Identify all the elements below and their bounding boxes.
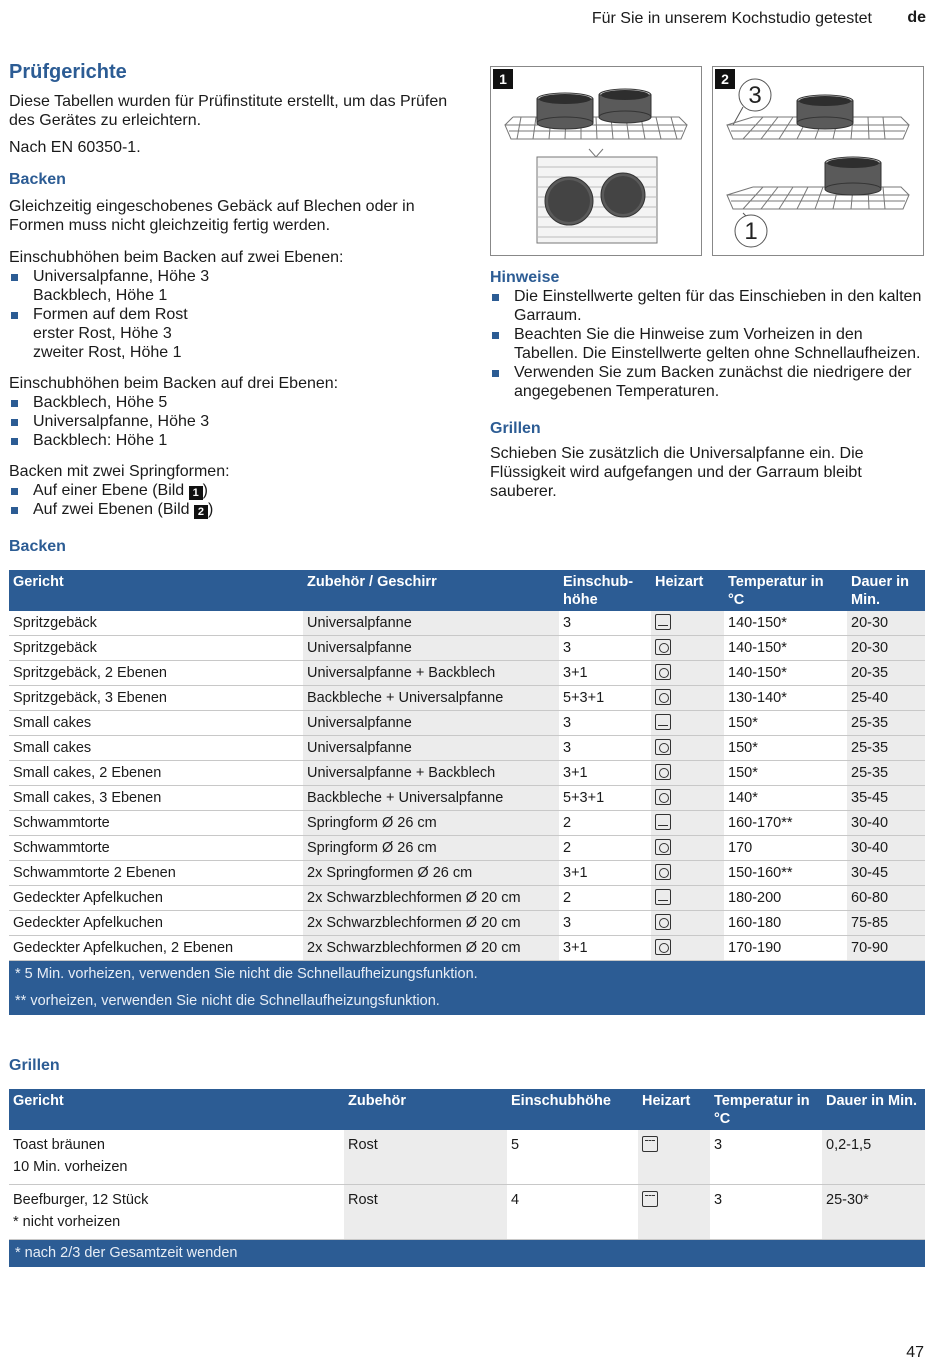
- cell-heizart: [651, 711, 724, 736]
- top-bottom-heat-icon: [655, 614, 671, 630]
- hinweise-list: [490, 287, 926, 401]
- column-header: Gericht: [9, 1089, 344, 1130]
- convection-fan-icon: [655, 914, 671, 930]
- cell-heizart: [651, 661, 724, 686]
- column-header: Heizart: [638, 1089, 710, 1130]
- cell-heizart: [651, 761, 724, 786]
- cell-einschubhoehe: 3: [559, 711, 651, 736]
- cell-einschubhoehe: 3+1: [559, 936, 651, 961]
- column-header: Gericht: [9, 570, 303, 611]
- table-row: [9, 711, 925, 736]
- table-footnote-row: [9, 961, 925, 988]
- figure-one-level: [490, 66, 702, 256]
- list-item: [9, 481, 469, 500]
- backen-table: [9, 570, 925, 1015]
- cell-dauer: 25-30*: [822, 1185, 925, 1240]
- page-header: [0, 8, 950, 32]
- list-item-text: ): [207, 501, 214, 518]
- table-row: [9, 886, 925, 911]
- cell-dauer: 0,2-1,5: [822, 1130, 925, 1185]
- springform-list: [9, 481, 469, 519]
- list-item: [9, 500, 469, 519]
- table-row: [9, 1130, 925, 1185]
- column-header: Einschub- höhe: [559, 570, 651, 611]
- cell-zubehoer: Backbleche + Universalpfanne: [303, 686, 559, 711]
- footnote: ** vorheizen, verwenden Sie nicht die Schnellaufheizungsfunktion.: [9, 988, 925, 1015]
- cell-gericht: Small cakes, 3 Ebenen: [9, 786, 303, 811]
- cell-einschubhoehe: 2: [559, 836, 651, 861]
- column-header: Dauer in Min.: [822, 1089, 925, 1130]
- cell-gericht: Spritzgebäck: [9, 611, 303, 636]
- cell-temperatur: 3: [710, 1130, 822, 1185]
- table-row: [9, 786, 925, 811]
- figure-number: 1: [493, 69, 513, 89]
- list-item-text: ): [202, 482, 208, 499]
- section-title-pruefgerichte: Prüfgerichte: [9, 61, 127, 83]
- cell-temperatur: 170-190: [724, 936, 847, 961]
- cell-temperatur: 170: [724, 836, 847, 861]
- list-item-line: Universalpfanne, Höhe 3: [33, 268, 210, 285]
- list-item: Verwenden Sie zum Backen zunächst die niedrigere der angegebenen Temperaturen.: [490, 363, 926, 401]
- column-header: Temperatur in °C: [710, 1089, 822, 1130]
- list-item: Die Einstellwerte gelten für das Einschieben in den kalten Garraum.: [490, 287, 926, 325]
- cell-heizart: [651, 861, 724, 886]
- cell-temperatur: 130-140*: [724, 686, 847, 711]
- cell-zubehoer: Springform Ø 26 cm: [303, 811, 559, 836]
- list-item-text: Auf zwei Ebenen (Bild: [33, 501, 194, 518]
- cell-zubehoer: Universalpfanne: [303, 736, 559, 761]
- cell-zubehoer: 2x Schwarzblechformen Ø 20 cm: [303, 886, 559, 911]
- table-row: [9, 686, 925, 711]
- cell-zubehoer: Universalpfanne: [303, 711, 559, 736]
- convection-fan-icon: [655, 664, 671, 680]
- cell-dauer: 20-30: [847, 611, 925, 636]
- two-levels-list: [9, 267, 469, 362]
- list-item: [9, 305, 469, 362]
- cell-zubehoer: 2x Springformen Ø 26 cm: [303, 861, 559, 886]
- cell-dauer: 60-80: [847, 886, 925, 911]
- cell-gericht: Schwammtorte 2 Ebenen: [9, 861, 303, 886]
- cell-einschubhoehe: 3: [559, 911, 651, 936]
- cell-gericht: Schwammtorte: [9, 811, 303, 836]
- grillen-paragraph: Schieben Sie zusätzlich die Universalpfanne ein. Die Flüssigkeit wird aufgefangen und der Garraum bleibt sauberer.: [490, 445, 864, 500]
- cell-temperatur: 150*: [724, 736, 847, 761]
- figure-two-levels: [712, 66, 924, 256]
- column-header: Temperatur in °C: [724, 570, 847, 611]
- table-row: [9, 811, 925, 836]
- convection-fan-icon: [655, 789, 671, 805]
- cell-temperatur: 180-200: [724, 886, 847, 911]
- cell-dauer: 75-85: [847, 911, 925, 936]
- list-item: Beachten Sie die Hinweise zum Vorheizen in den Tabellen. Die Einstellwerte gelten ohne Schnellaufheizen.: [490, 325, 926, 363]
- list-item: Backblech: Höhe 1: [9, 431, 469, 450]
- table-row: [9, 836, 925, 861]
- column-header: Heizart: [651, 570, 724, 611]
- convection-fan-icon: [655, 839, 671, 855]
- cell-gericht: Small cakes: [9, 736, 303, 761]
- cell-dauer: 25-40: [847, 686, 925, 711]
- dish-note: * nicht vorheizen: [13, 1214, 121, 1230]
- cell-einschubhoehe: 5+3+1: [559, 686, 651, 711]
- cell-temperatur: 160-170**: [724, 811, 847, 836]
- cell-heizart: [651, 836, 724, 861]
- cell-einschubhoehe: 2: [559, 811, 651, 836]
- table-row: [9, 611, 925, 636]
- convection-fan-icon: [655, 864, 671, 880]
- cell-zubehoer: 2x Schwarzblechformen Ø 20 cm: [303, 936, 559, 961]
- cell-gericht: Gedeckter Apfelkuchen: [9, 886, 303, 911]
- list-item-line: Formen auf dem Rost: [33, 306, 188, 323]
- cell-einschubhoehe: 3+1: [559, 661, 651, 686]
- convection-fan-icon: [655, 764, 671, 780]
- table-row: [9, 761, 925, 786]
- column-header: Einschubhöhe: [507, 1089, 638, 1130]
- cell-einschubhoehe: 3: [559, 636, 651, 661]
- cell-einschubhoehe: 5+3+1: [559, 786, 651, 811]
- subsection-title-hinweise: Hinweise: [490, 269, 560, 286]
- intro-paragraph: Diese Tabellen wurden für Prüfinstitute erstellt, um das Prüfen des Gerätes zu erleichtern.: [9, 93, 448, 129]
- cell-dauer: 70-90: [847, 936, 925, 961]
- list-item: Backblech, Höhe 5: [9, 393, 469, 412]
- left-column: [9, 60, 469, 531]
- grill-icon: [642, 1191, 658, 1207]
- table-footnote-row: [9, 988, 925, 1015]
- grillen-table: [9, 1089, 925, 1267]
- three-levels-list: [9, 393, 469, 450]
- cell-heizart: [651, 811, 724, 836]
- top-bottom-heat-icon: [655, 889, 671, 905]
- cell-gericht: Spritzgebäck: [9, 636, 303, 661]
- cell-heizart: [651, 611, 724, 636]
- cell-gericht: [9, 1130, 344, 1185]
- table-footnote-row: [9, 1240, 925, 1267]
- column-header: Dauer in Min.: [847, 570, 925, 611]
- list-item-line: erster Rost, Höhe 3: [33, 325, 172, 342]
- table-header-row: [9, 1089, 925, 1130]
- cell-zubehoer: Rost: [344, 1130, 507, 1185]
- cell-zubehoer: Rost: [344, 1185, 507, 1240]
- standard-note: Nach EN 60350-1.: [9, 139, 141, 156]
- figure-badge-2: 2: [194, 505, 208, 519]
- table-row: [9, 861, 925, 886]
- cell-dauer: 25-35: [847, 761, 925, 786]
- convection-fan-icon: [655, 739, 671, 755]
- cell-zubehoer: Universalpfanne: [303, 611, 559, 636]
- list-item-line: zweiter Rost, Höhe 1: [33, 344, 182, 361]
- list-item: Universalpfanne, Höhe 3: [9, 412, 469, 431]
- list-item-text: Auf einer Ebene (Bild: [33, 482, 189, 499]
- cell-heizart: [651, 886, 724, 911]
- cell-zubehoer: Backbleche + Universalpfanne: [303, 786, 559, 811]
- subsection-title-grillen: Grillen: [490, 420, 541, 437]
- cell-gericht: Schwammtorte: [9, 836, 303, 861]
- cell-heizart: [651, 736, 724, 761]
- cell-gericht: Small cakes, 2 Ebenen: [9, 761, 303, 786]
- table-label-backen: Backen: [9, 538, 66, 555]
- cell-zubehoer: Universalpfanne + Backblech: [303, 761, 559, 786]
- cell-einschubhoehe: 3+1: [559, 861, 651, 886]
- dish-name: Toast bräunen: [13, 1137, 105, 1153]
- footnote: * nach 2/3 der Gesamtzeit wenden: [9, 1240, 925, 1267]
- cell-einschubhoehe: 3+1: [559, 761, 651, 786]
- cell-dauer: 30-40: [847, 836, 925, 861]
- cell-einschubhoehe: 3: [559, 611, 651, 636]
- backen-paragraph: Gleichzeitig eingeschobenes Gebäck auf Blechen oder in Formen muss nicht gleichzeitig fertig werden.: [9, 198, 415, 234]
- right-column: [490, 268, 926, 509]
- table-row: [9, 1185, 925, 1240]
- table-label-grillen: Grillen: [9, 1057, 60, 1074]
- cell-dauer: 30-40: [847, 811, 925, 836]
- table-row: [9, 911, 925, 936]
- cell-gericht: [9, 1185, 344, 1240]
- cell-heizart: [638, 1130, 710, 1185]
- cell-dauer: 35-45: [847, 786, 925, 811]
- cell-zubehoer: Universalpfanne + Backblech: [303, 661, 559, 686]
- header-title: Für Sie in unserem Kochstudio getestet: [591, 10, 872, 27]
- cell-temperatur: 140-150*: [724, 611, 847, 636]
- table-header-row: [9, 570, 925, 611]
- table-row: [9, 636, 925, 661]
- springform-intro: Backen mit zwei Springformen:: [9, 463, 230, 480]
- cell-gericht: Gedeckter Apfelkuchen, 2 Ebenen: [9, 936, 303, 961]
- cell-temperatur: 150-160**: [724, 861, 847, 886]
- rack-one-level-illustration: [491, 67, 701, 255]
- cell-zubehoer: Universalpfanne: [303, 636, 559, 661]
- cell-temperatur: 140*: [724, 786, 847, 811]
- grill-icon: [642, 1136, 658, 1152]
- footnote: * 5 Min. vorheizen, verwenden Sie nicht die Schnellaufheizungsfunktion.: [9, 961, 925, 988]
- cell-heizart: [651, 786, 724, 811]
- rack-two-levels-illustration: [713, 67, 923, 255]
- cell-temperatur: 140-150*: [724, 661, 847, 686]
- top-bottom-heat-icon: [655, 814, 671, 830]
- convection-fan-icon: [655, 939, 671, 955]
- convection-fan-icon: [655, 689, 671, 705]
- column-header: Zubehör / Geschirr: [303, 570, 559, 611]
- figure-badge-1: 1: [189, 486, 203, 500]
- top-bottom-heat-icon: [655, 714, 671, 730]
- cell-heizart: [651, 636, 724, 661]
- cell-einschubhoehe: 3: [559, 736, 651, 761]
- level-3-label: 3: [748, 82, 762, 109]
- cell-gericht: Gedeckter Apfelkuchen: [9, 911, 303, 936]
- cell-temperatur: 150*: [724, 761, 847, 786]
- convection-fan-icon: [655, 639, 671, 655]
- list-item-line: Backblech, Höhe 1: [33, 287, 168, 304]
- cell-gericht: Spritzgebäck, 3 Ebenen: [9, 686, 303, 711]
- cell-dauer: 20-35: [847, 661, 925, 686]
- cell-einschubhoehe: 4: [507, 1185, 638, 1240]
- cell-gericht: Spritzgebäck, 2 Ebenen: [9, 661, 303, 686]
- dish-name: Beefburger, 12 Stück: [13, 1192, 149, 1208]
- figure-number: 2: [715, 69, 735, 89]
- cell-heizart: [651, 686, 724, 711]
- cell-zubehoer: 2x Schwarzblechformen Ø 20 cm: [303, 911, 559, 936]
- header-language: de: [907, 9, 926, 26]
- dish-note: 10 Min. vorheizen: [13, 1159, 128, 1175]
- subsection-title-backen: Backen: [9, 171, 66, 188]
- level-1-label: 1: [744, 218, 758, 245]
- two-levels-intro: Einschubhöhen beim Backen auf zwei Ebenen:: [9, 249, 344, 266]
- table-row: [9, 736, 925, 761]
- cell-zubehoer: Springform Ø 26 cm: [303, 836, 559, 861]
- cell-temperatur: 3: [710, 1185, 822, 1240]
- cell-heizart: [638, 1185, 710, 1240]
- cell-dauer: 25-35: [847, 711, 925, 736]
- table-row: [9, 936, 925, 961]
- cell-temperatur: 150*: [724, 711, 847, 736]
- column-header: Zubehör: [344, 1089, 507, 1130]
- cell-dauer: 30-45: [847, 861, 925, 886]
- table-row: [9, 661, 925, 686]
- cell-dauer: 25-35: [847, 736, 925, 761]
- cell-temperatur: 160-180: [724, 911, 847, 936]
- list-item: [9, 267, 469, 305]
- page-number: 47: [906, 1344, 924, 1361]
- cell-einschubhoehe: 5: [507, 1130, 638, 1185]
- cell-einschubhoehe: 2: [559, 886, 651, 911]
- cell-heizart: [651, 911, 724, 936]
- cell-gericht: Small cakes: [9, 711, 303, 736]
- cell-temperatur: 140-150*: [724, 636, 847, 661]
- three-levels-intro: Einschubhöhen beim Backen auf drei Ebenen:: [9, 375, 339, 392]
- cell-heizart: [651, 936, 724, 961]
- cell-dauer: 20-30: [847, 636, 925, 661]
